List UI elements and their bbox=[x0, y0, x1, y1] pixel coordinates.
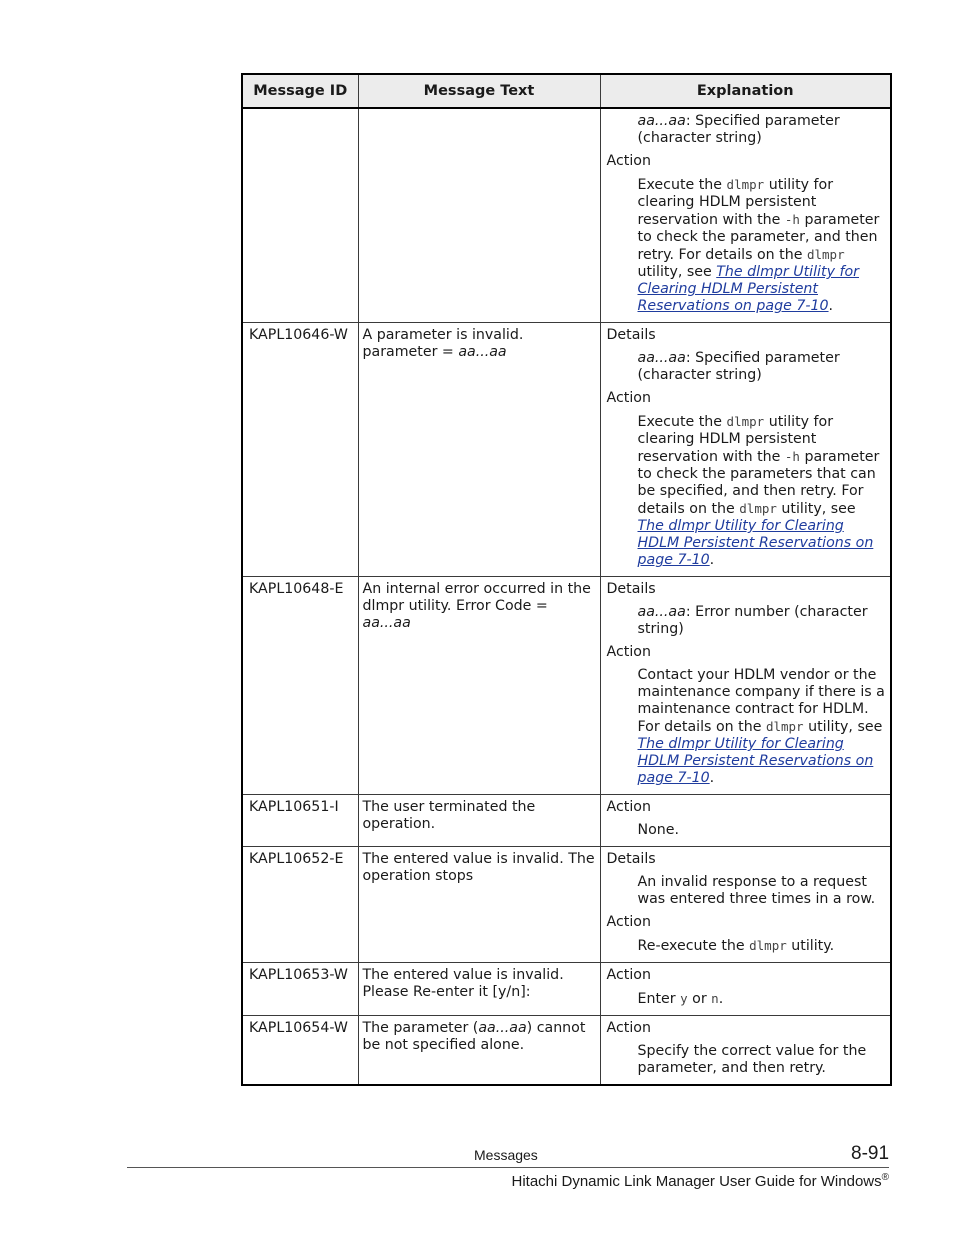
message-id-cell: KAPL10654-W bbox=[242, 1016, 358, 1086]
details-label: Details bbox=[606, 851, 656, 867]
header-message-id: Message ID bbox=[242, 74, 358, 108]
table-row bbox=[242, 577, 891, 795]
message-text-cell: An internal error occurred in the dlmpr utility. Error Code = aa...aa bbox=[358, 577, 600, 795]
action-text: Execute the dlmpr utility for clearing HDLM persistent reservation with the -h parameter to check the parameters that can be specified, and then retry. For details on the dlmpr utility, see The dlmpr Utility for Clearing HDLM Persistent Reservations on page 7-10. bbox=[637, 414, 880, 568]
action-label: Action bbox=[606, 153, 651, 169]
message-id-cell: KAPL10651-I bbox=[242, 795, 358, 847]
action-text: Contact your HDLM vendor or the maintenance company if there is a maintenance contract for HDLM. For details on the dlmpr utility, see The dlmpr Utility for Clearing HDLM Persistent Reservations on page 7-10. bbox=[637, 667, 885, 786]
explanation-cell bbox=[600, 577, 891, 795]
message-id-cell: KAPL10653-W bbox=[242, 963, 358, 1016]
action-text: None. bbox=[637, 822, 680, 838]
table-row bbox=[242, 108, 891, 323]
message-text-cell: The user terminated the operation. bbox=[358, 795, 600, 847]
details-label: Details bbox=[606, 581, 656, 597]
footer-section-name: Messages bbox=[474, 1147, 538, 1163]
reference-link[interactable]: The dlmpr Utility for Clearing HDLM Persistent Reservations on page 7-10 bbox=[637, 264, 859, 314]
action-text: Execute the dlmpr utility for clearing HDLM persistent reservation with the -h parameter to check the parameter, and then retry. For details on the dlmpr utility, see The dlmpr Utility for Clearing HDLM Persistent Reservations on page 7-10. bbox=[637, 177, 880, 314]
action-label: Action bbox=[606, 390, 651, 406]
message-id-cell: KAPL10648-E bbox=[242, 577, 358, 795]
explanation-cell bbox=[600, 847, 891, 963]
details-text: aa...aa: Specified parameter (character string) bbox=[637, 350, 840, 383]
explanation-cell bbox=[600, 1016, 891, 1086]
header-explanation: Explanation bbox=[600, 74, 891, 108]
action-label: Action bbox=[606, 799, 651, 815]
footer-divider bbox=[127, 1167, 889, 1168]
reference-link[interactable]: The dlmpr Utility for Clearing HDLM Persistent Reservations on page 7-10 bbox=[637, 736, 874, 786]
action-text: Specify the correct value for the parameter, and then retry. bbox=[637, 1043, 867, 1076]
page-number: 8-91 bbox=[851, 1143, 890, 1164]
footer-document-title: Hitachi Dynamic Link Manager User Guide for Windows® bbox=[511, 1172, 889, 1190]
explanation-cell bbox=[600, 963, 891, 1016]
table-row bbox=[242, 1016, 891, 1086]
message-text-cell: The entered value is invalid. The operation stops bbox=[358, 847, 600, 963]
action-label: Action bbox=[606, 1020, 651, 1036]
reference-link[interactable]: The dlmpr Utility for Clearing HDLM Persistent Reservations on page 7-10 bbox=[637, 518, 874, 568]
details-label: Details bbox=[606, 327, 656, 343]
message-id-cell: KAPL10646-W bbox=[242, 323, 358, 577]
message-id-cell: KAPL10652-E bbox=[242, 847, 358, 963]
registered-mark: ® bbox=[881, 1172, 889, 1183]
table-row bbox=[242, 323, 891, 577]
header-message-text: Message Text bbox=[358, 74, 600, 108]
table-row bbox=[242, 795, 891, 847]
explanation-cell bbox=[600, 323, 891, 577]
details-text: aa...aa: Error number (character string) bbox=[637, 604, 868, 637]
action-text: Re-execute the dlmpr utility. bbox=[637, 938, 835, 954]
action-label: Action bbox=[606, 914, 651, 930]
action-label: Action bbox=[606, 644, 651, 660]
message-text-cell: A parameter is invalid. parameter = aa...aa bbox=[358, 323, 600, 577]
table-row bbox=[242, 963, 891, 1016]
details-text: An invalid response to a request was entered three times in a row. bbox=[637, 874, 876, 907]
message-text-cell: The entered value is invalid. Please Re-enter it [y/n]: bbox=[358, 963, 600, 1016]
action-text: Enter y or n. bbox=[637, 991, 724, 1007]
message-text-cell: The parameter (aa...aa) cannot be not specified alone. bbox=[358, 1016, 600, 1086]
details-text: aa...aa: Specified parameter (character string) bbox=[637, 113, 840, 146]
table-header-row bbox=[242, 74, 891, 108]
message-id-cell bbox=[242, 108, 358, 323]
message-text-cell bbox=[358, 108, 600, 323]
message-table bbox=[241, 73, 892, 1086]
action-label: Action bbox=[606, 967, 651, 983]
explanation-cell bbox=[600, 108, 891, 323]
explanation-cell bbox=[600, 795, 891, 847]
table-row bbox=[242, 847, 891, 963]
